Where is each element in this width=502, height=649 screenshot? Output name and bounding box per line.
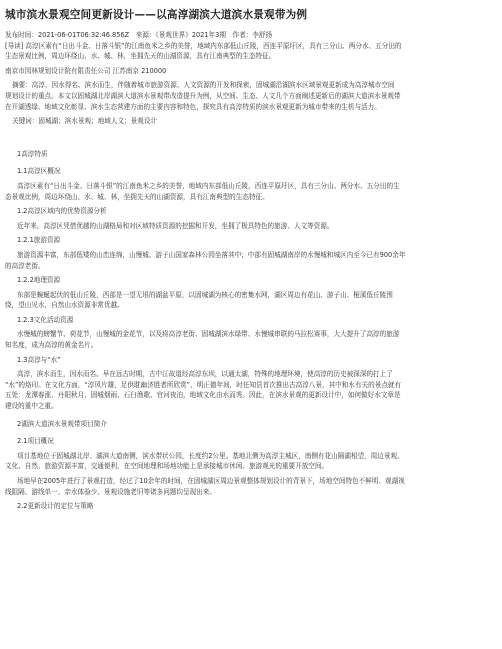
section-heading: 2.1项目概况: [17, 437, 54, 446]
section-heading: 1高淳特质: [17, 149, 48, 158]
guide-text: 生态景观比例，周边环绕山、水、城、林，坐拥先天的山湖资源，具有江南典型的生态特征。: [5, 52, 276, 61]
paragraph: 水慢城的螃蟹节、荷花节，山慢城的金花节，以及将高淳老街、固城湖滨水绿带、水慢城串联的马拉松赛事，大大提升了高淳的旅游: [17, 330, 400, 339]
section-heading: 1.1高淳区概况: [17, 167, 61, 176]
abstract-text: 摘要：高淳，因水得名、滨水而生，伴随着城市旅游资源、人文资源的开发和探索，固城湖沿湖滨水区域景观更新成为高淳城市空间: [12, 81, 395, 90]
paragraph: 绕，望山见水，自然山水资源非常优越。: [5, 301, 124, 310]
paragraph: 知名度，成为高淳的黄金名片。: [5, 341, 98, 350]
paragraph: 场地早在2005年进行了景观打造，经过了10余年的时间，在固城湖区周边景观整体规划设计的背景下，场地空间特色不鲜明、观湖视: [17, 477, 405, 485]
section-heading: 1.2.1旅游资源: [17, 236, 61, 245]
document-title: 城市滨水景观空间更新设计——以高淳湖滨大道滨水景观带为例: [5, 9, 308, 21]
abstract-text: 规划设计的重点。本文以固城湖北岸湖滨大道滨水景观带改造提升为例，从空间、生态、人文几个方面阐述更新后的湖滨大道滨水景观带: [5, 91, 401, 100]
keywords: 关键词：固城湖；滨水景观；地域人文；景观设计: [12, 117, 158, 126]
paragraph: 高淳区素有“日出斗金、日落斗银”的江南鱼米之乡的美誉，地域内东部低山丘陵，西连平原圩区，具有三分山、两分水、五分田的生: [17, 181, 400, 190]
paragraph: 近年来，高淳区凭借优越的山湖格局和对区域特质资源的挖掘和开发，坐拥了极具特色的旅游、人文等资源。: [17, 221, 334, 230]
section-heading: 1.2.3文化活动资源: [17, 315, 74, 324]
paragraph: “水”的烙印。在文化方面，“淳风片雄，足供耽幽济胜者所欣赏”，明正德年间，时任知县首次推出古高淳八景，其中和水有关的景点就有: [5, 380, 402, 389]
section-heading: 2湖滨大道滨水景观带项目简介: [17, 419, 107, 428]
section-heading: 1.3高淳与“水”: [17, 355, 61, 364]
paragraph: 的高淳老街。: [5, 261, 45, 270]
paragraph: 态景观比例，周边环绕山、水、城、林，坐拥先天的山湖资源，具有江南典型的生态特征。: [5, 192, 269, 201]
paragraph: 东部是蜿蜒起伏的低山丘陵，西部是一望无垠的湖盆平原，以固城湖为核心的密集水网，湖区周边有花山、游子山、桠溪低丘陵围: [17, 290, 393, 299]
paragraph: 旅游资源丰富，东部低矮的山峦连绵，山慢城、游子山国家森林公园坐落其中；中部有固城湖南岸的水慢城和城区内至今已有900余年: [17, 250, 406, 259]
section-heading: 2.2更新设计的定位与策略: [17, 502, 94, 511]
paragraph: 项目基地位于固城湖北岸、湖滨大道南侧，滨水带状公园，长度约2公里。基地北侧为高淳主城区，南侧有花山隔湖相望，周边景观、: [17, 451, 404, 460]
paragraph: 建设的重中之重。: [5, 402, 58, 411]
publish-meta: 发布时间：2021-06-01T06:32:46.856Z 来源：《景观世界》2021年3期 作者：李舒扬: [5, 31, 273, 39]
guide-text: [导读] 高淳区素有“日出斗金、日落斗银”的江南鱼米之乡的美誉，地域内东部低山丘陵，西连平原圩区，具有三分山、两分水、五分田的: [5, 41, 402, 50]
affiliation: 南京市园林规划设计院有限责任公司 江苏南京 210000: [5, 66, 167, 75]
abstract-text: 在开湖透绿、地域文化彰显、滨水生态营建方面的主要内容和特色，探究具有高淳特质的滨水景观更新为城市带来的生机与活力。: [5, 102, 381, 111]
paragraph: 高淳，滨水而生，因水而名。早在远古时期，古中江故道经高淳东坝，以通太湖，特殊的地理环境，使高淳的历史被深深的打上了: [17, 370, 393, 379]
section-heading: 1.2高淳区域内的优势资源分析: [17, 207, 107, 216]
paragraph: 文化、自然、旅游资源丰富，交通便利，在空间地理和场地功能上是承接城市休闲、旅游观光的重要开放空间。: [5, 462, 329, 471]
paragraph: 线阻隔、游线单一、亲水体验少、景观设施老旧等诸多问题均呈现出来。: [5, 487, 216, 496]
paragraph: 五处：龙潭春涨、丹阳秋月、固城烟雨、石臼渔歌、官河夜泊，地域文化由水而秀。因此，在滨水景观的更新设计中，如何做好水文章是: [5, 391, 401, 400]
section-heading: 1.2.2地理资源: [17, 276, 61, 285]
